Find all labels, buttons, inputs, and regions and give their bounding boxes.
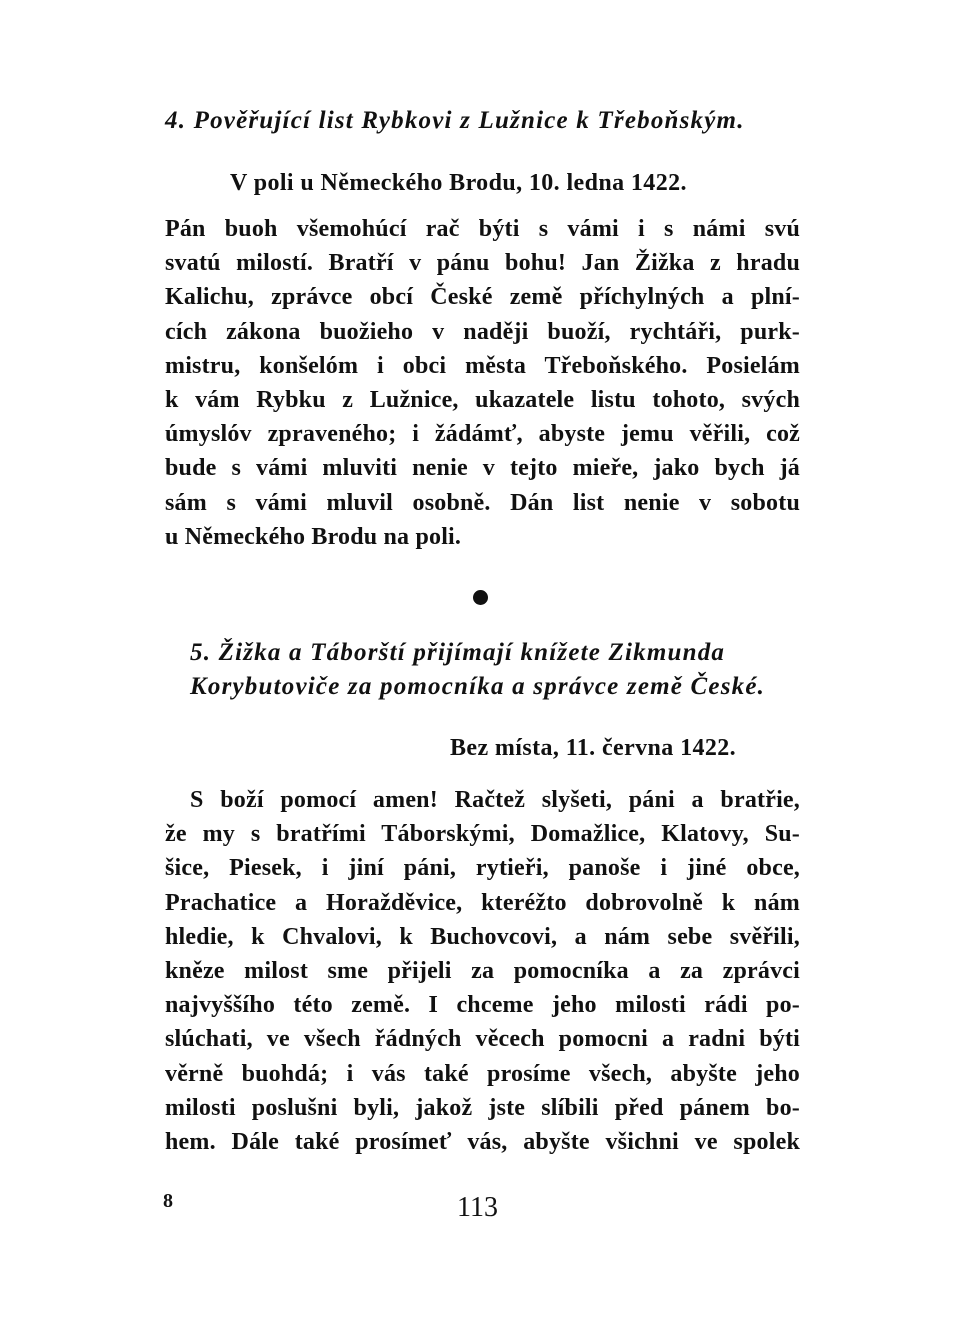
- text-line: sám s vámi mluvil osobně. Dán list nenie v sobotu: [165, 489, 800, 516]
- text-line: mistru, konšelóm i obci města Třeboňského. Posielám: [165, 352, 800, 379]
- section-4-title-text: 4. Pověřující list Rybkovi z Lužnice k Třeboňským.: [165, 107, 745, 134]
- text-line: Pán buoh všemohúcí rač býti s vámi i s námi svú: [165, 216, 800, 242]
- text-line: Prachatice a Horažděvice, kteréžto dobrovolně k nám: [165, 889, 800, 916]
- text-line: u Německého Brodu na poli.: [165, 523, 462, 550]
- text-line: najvyššího této země. I chceme jeho milosti rádi po-: [165, 992, 800, 1019]
- text-line: cích zákona buožieho v naději buoží, rychtáři, purk-: [165, 318, 800, 345]
- section-5-title-line-1: 5. Žižka a Táborští přijímají knížete Zikmunda: [190, 639, 726, 666]
- section-4-place-date: V poli u Německého Brodu, 10. ledna 1422.: [230, 170, 687, 196]
- text-line: hem. Dále také prosímeť vás, abyšte všichni ve spolek: [165, 1128, 800, 1155]
- text-line: k vám Rybku z Lužnice, ukazatele listu tohoto, svých: [165, 386, 800, 413]
- text-line: slúchati, ve všech řádných věcech pomocni a radni býti: [165, 1026, 800, 1053]
- section-divider-bullet: [473, 590, 488, 605]
- text-line: věrně buohdá; i vás také prosíme všech, abyšte jeho: [165, 1060, 800, 1087]
- sheet-number: 8: [163, 1190, 173, 1212]
- section-4-title: [165, 104, 815, 138]
- text-line: hledie, k Chvalovi, k Buchovcovi, a nám sebe svěřili,: [165, 923, 800, 950]
- section-5-title: [190, 636, 800, 704]
- text-line: milosti poslušni byli, jakož jste slíbili před pánem bo-: [165, 1094, 800, 1121]
- text-line: kněze milost sme přijeli za pomocníka a za zprávci: [165, 957, 800, 984]
- section-5-title-line-2: Korybutoviče za pomocníka a správce země České.: [190, 673, 766, 700]
- text-line: svatú milostí. Bratří v pánu bohu! Jan Žižka z hradu: [165, 250, 800, 277]
- section-5-body: [165, 783, 800, 1159]
- text-line: úmyslóv zpraveného; i žádámť, abyste jemu věřili, což: [165, 421, 800, 448]
- text-line: šice, Piesek, i jiní páni, rytieři, panoše i jiné obce,: [165, 855, 800, 882]
- text-line: S boží pomocí amen! Račtež slyšeti, páni a bratřie,: [190, 787, 800, 813]
- section-5-place-date: Bez místa, 11. června 1422.: [450, 735, 737, 761]
- section-4-body: [165, 212, 800, 554]
- text-line: že my s bratřími Táborskými, Domažlice, Klatovy, Su-: [165, 821, 800, 848]
- page-number: 113: [457, 1192, 498, 1223]
- text-line: bude s vámi mluviti nenie v tejto mieře, jako bych já: [165, 455, 800, 482]
- text-line: Kalichu, zprávce obcí České země příchylných a plní-: [165, 284, 800, 311]
